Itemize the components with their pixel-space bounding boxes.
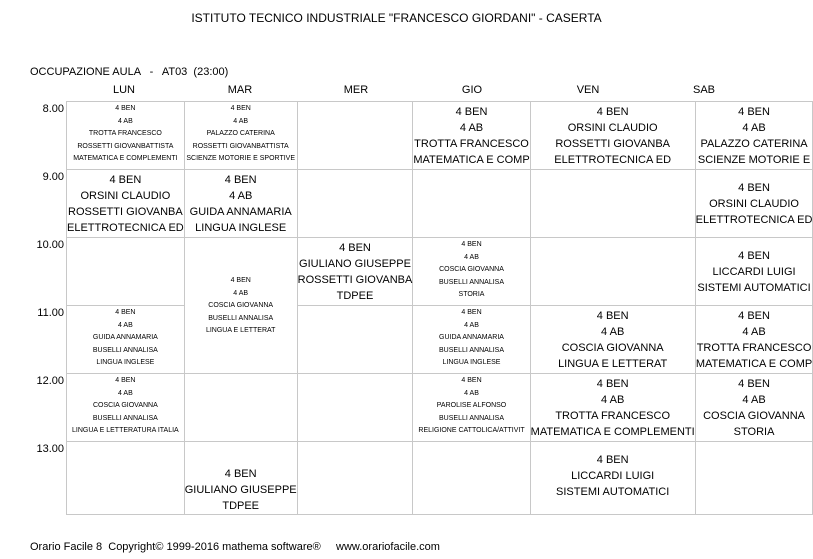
- timetable-row: [67, 102, 813, 170]
- lesson-cell-mar-6: [184, 442, 297, 515]
- lesson-cell-mer-3: [297, 238, 413, 306]
- lesson-line: ELETTROTECNICA ED: [554, 154, 672, 166]
- lesson-line: 4 BEN: [339, 242, 371, 254]
- lesson-line: SISTEMI AUTOMATICI: [697, 282, 811, 294]
- lesson-line: 4 AB: [742, 326, 766, 338]
- lesson-line: BUSELLI ANNALISA: [92, 414, 158, 422]
- lesson-line: SCIENZE MOTORIE E SPORTIVE: [186, 155, 296, 163]
- lesson-line: 4 BEN: [461, 241, 482, 248]
- lesson-line: PALAZZO CATERINA: [700, 138, 808, 150]
- time-label-8: 8.00: [42, 103, 64, 115]
- lesson-cell-sab-3: [695, 238, 813, 306]
- lesson-cell-sab-6: [695, 442, 813, 515]
- lesson-line: 4 AB: [464, 253, 479, 261]
- lesson-line: 4 AB: [459, 122, 484, 134]
- lesson-line: 4 AB: [601, 326, 625, 338]
- lesson-line: GIULIANO GIUSEPPE: [184, 484, 297, 496]
- lesson-line: 4 BEN: [461, 377, 482, 384]
- timetable-row: [67, 170, 813, 238]
- lesson-line: ORSINI CLAUDIO: [80, 190, 171, 202]
- lesson-line: 4 AB: [742, 122, 766, 134]
- lesson-line: ROSSETTI GIOVANBA: [68, 206, 183, 218]
- lesson-line: 4 BEN: [230, 277, 251, 285]
- lesson-line: 4 BEN: [738, 106, 770, 118]
- lesson-line: 4 BEN: [738, 182, 770, 194]
- lesson-line: GUIDA ANNAMARIA: [439, 334, 504, 342]
- lesson-line: LINGUA E LETTERATURA ITALIA: [72, 427, 179, 435]
- day-header-mar: MAR: [227, 84, 253, 96]
- lesson-cell-gio-6: [413, 442, 530, 515]
- lesson-line: LINGUA INGLESE: [96, 359, 155, 367]
- lesson-cell-mar-3: [184, 238, 297, 374]
- lesson-cell-lun-5: [67, 374, 185, 442]
- lesson-line: 4 BEN: [738, 250, 770, 262]
- lesson-line: 4 AB: [601, 394, 625, 406]
- lesson-line: LINGUA E LETTERAT: [205, 327, 276, 335]
- lesson-line: 4 BEN: [230, 105, 251, 112]
- lesson-line: ORSINI CLAUDIO: [567, 122, 658, 134]
- lesson-line: MATEMATICA E COMPLEMENTI: [530, 426, 695, 438]
- lesson-cell-gio-4: [413, 306, 530, 374]
- lesson-line: LINGUA E LETTERAT: [558, 358, 668, 370]
- lesson-cell-lun-6: [67, 442, 185, 515]
- lesson-cell-gio-1: [413, 102, 530, 170]
- lesson-line: 4 AB: [233, 117, 249, 125]
- page-title: ISTITUTO TECNICO INDUSTRIALE "FRANCESCO GIORDANI" - CASERTA: [191, 11, 602, 25]
- lesson-cell-mer-1: [297, 102, 413, 170]
- lesson-line: TDPEE: [222, 500, 260, 512]
- lesson-line: COSCIA GIOVANNA: [439, 266, 504, 274]
- time-label-9: 9.00: [42, 171, 64, 183]
- lesson-line: BUSELLI ANNALISA: [439, 414, 504, 422]
- lesson-cell-mer-2: [297, 170, 413, 238]
- day-header-gio: GIO: [461, 84, 483, 96]
- lesson-line: ROSSETTI GIOVANBA: [555, 138, 671, 150]
- lesson-line: COSCIA GIOVANNA: [92, 402, 158, 410]
- lesson-line: ROSSETTI GIOVANBATTISTA: [77, 142, 174, 150]
- timetable-row: [67, 442, 813, 515]
- lesson-line: TDPEE: [336, 290, 374, 302]
- lesson-cell-mar-2: [184, 170, 297, 238]
- lesson-line: SISTEMI AUTOMATICI: [556, 486, 670, 498]
- lesson-line: RELIGIONE CATTOLICA/ATTIVIT: [418, 427, 525, 435]
- lesson-line: TROTTA FRANCESCO: [414, 138, 529, 150]
- lesson-cell-lun-3: [67, 238, 185, 306]
- lesson-line: 4 BEN: [224, 174, 257, 186]
- lesson-cell-ven-6: [530, 442, 695, 515]
- lesson-cell-ven-4: [530, 306, 695, 374]
- lesson-line: LICCARDI LUIGI: [571, 470, 655, 482]
- lesson-line: 4 AB: [117, 389, 133, 397]
- lesson-cell-sab-1: [695, 102, 813, 170]
- lesson-line: COSCIA GIOVANNA: [561, 342, 664, 354]
- lesson-cell-mar-1: [184, 102, 297, 170]
- lesson-cell-mer-5: [297, 374, 413, 442]
- timetable-row: [67, 238, 813, 306]
- day-header-sab: SAB: [692, 84, 715, 96]
- lesson-cell-sab-4: [695, 306, 813, 374]
- lesson-line: BUSELLI ANNALISA: [439, 346, 504, 354]
- lesson-line: 4 AB: [229, 190, 253, 202]
- lesson-line: 4 BEN: [115, 377, 136, 384]
- day-header-lun: LUN: [112, 84, 135, 96]
- lesson-line: GIULIANO GIUSEPPE: [299, 258, 411, 270]
- lesson-line: LICCARDI LUIGI: [712, 266, 796, 278]
- lesson-line: COSCIA GIOVANNA: [208, 302, 274, 310]
- lesson-line: 4 BEN: [109, 174, 142, 186]
- lesson-line: PALAZZO CATERINA: [206, 130, 275, 138]
- lesson-line: 4 BEN: [596, 378, 629, 390]
- lesson-line: 4 AB: [742, 394, 766, 406]
- lesson-line: STORIA: [458, 291, 485, 299]
- lesson-cell-lun-1: [67, 102, 185, 170]
- lesson-line: MATEMATICA E COMP: [413, 154, 530, 166]
- lesson-cell-gio-3: [413, 238, 530, 306]
- lesson-line: TROTTA FRANCESCO: [88, 130, 162, 138]
- lesson-line: TROTTA FRANCESCO: [555, 410, 671, 422]
- lesson-line: 4 AB: [464, 321, 479, 329]
- time-label-12: 12.00: [36, 375, 64, 387]
- lesson-line: 4 BEN: [455, 106, 488, 118]
- lesson-line: LINGUA INGLESE: [195, 222, 287, 234]
- lesson-line: MATEMATICA E COMP: [695, 358, 813, 370]
- lesson-line: BUSELLI ANNALISA: [439, 278, 504, 286]
- lesson-line: COSCIA GIOVANNA: [703, 410, 805, 422]
- lesson-line: BUSELLI ANNALISA: [92, 346, 158, 354]
- timetable-row: [67, 306, 813, 374]
- lesson-line: PAROLISE ALFONSO: [436, 402, 507, 410]
- lesson-line: 4 AB: [233, 289, 249, 297]
- lesson-cell-mer-6: [297, 442, 413, 515]
- lesson-line: 4 BEN: [596, 454, 629, 466]
- lesson-cell-ven-3: [530, 238, 695, 306]
- lesson-cell-ven-2: [530, 170, 695, 238]
- lesson-line: 4 BEN: [738, 310, 770, 322]
- lesson-line: 4 BEN: [224, 468, 257, 480]
- day-header-mer: MER: [343, 84, 369, 96]
- lesson-line: 4 AB: [464, 389, 479, 397]
- lesson-cell-ven-1: [530, 102, 695, 170]
- lesson-line: STORIA: [733, 426, 775, 438]
- lesson-line: GUIDA ANNAMARIA: [92, 334, 158, 342]
- footer-copyright: Orario Facile 8 Copyright© 1999-2016 mathema software® www.orariofacile.com: [30, 541, 440, 553]
- lesson-line: ELETTROTECNICA ED: [695, 214, 813, 226]
- lesson-cell-ven-5: [530, 374, 695, 442]
- lesson-line: BUSELLI ANNALISA: [208, 314, 274, 322]
- lesson-line: 4 AB: [117, 321, 133, 329]
- time-label-13: 13.00: [36, 443, 64, 455]
- lesson-cell-sab-2: [695, 170, 813, 238]
- lesson-line: 4 AB: [117, 117, 133, 125]
- lesson-line: ROSSETTI GIOVANBA: [297, 274, 413, 286]
- lesson-line: MATEMATICA E COMPLEMENTI: [73, 155, 178, 163]
- lesson-line: TROTTA FRANCESCO: [696, 342, 812, 354]
- lesson-cell-lun-4: [67, 306, 185, 374]
- time-label-11: 11.00: [37, 307, 64, 319]
- lesson-line: SCIENZE MOTORIE E: [697, 154, 811, 166]
- lesson-line: 4 BEN: [461, 309, 482, 316]
- lesson-line: ELETTROTECNICA ED: [67, 222, 184, 234]
- lesson-cell-gio-5: [413, 374, 530, 442]
- lesson-cell-sab-5: [695, 374, 813, 442]
- lesson-line: GUIDA ANNAMARIA: [189, 206, 292, 218]
- lesson-cell-lun-2: [67, 170, 185, 238]
- lesson-line: ROSSETTI GIOVANBATTISTA: [192, 142, 289, 150]
- lesson-cell-mer-4: [297, 306, 413, 374]
- lesson-line: 4 BEN: [115, 309, 136, 316]
- lesson-line: 4 BEN: [596, 106, 629, 118]
- lesson-line: 4 BEN: [596, 310, 629, 322]
- lesson-line: LINGUA INGLESE: [442, 359, 501, 367]
- timetable-row: [67, 374, 813, 442]
- timetable-grid: [66, 101, 813, 515]
- day-header-ven: VEN: [576, 84, 600, 96]
- lesson-line: ORSINI CLAUDIO: [709, 198, 799, 210]
- time-label-10: 10.00: [36, 239, 64, 251]
- lesson-cell-gio-2: [413, 170, 530, 238]
- lesson-cell-mar-5: [184, 374, 297, 442]
- lesson-line: 4 BEN: [738, 378, 770, 390]
- room-subtitle: OCCUPAZIONE AULA - AT03 (23:00): [30, 66, 229, 78]
- lesson-line: 4 BEN: [115, 105, 136, 112]
